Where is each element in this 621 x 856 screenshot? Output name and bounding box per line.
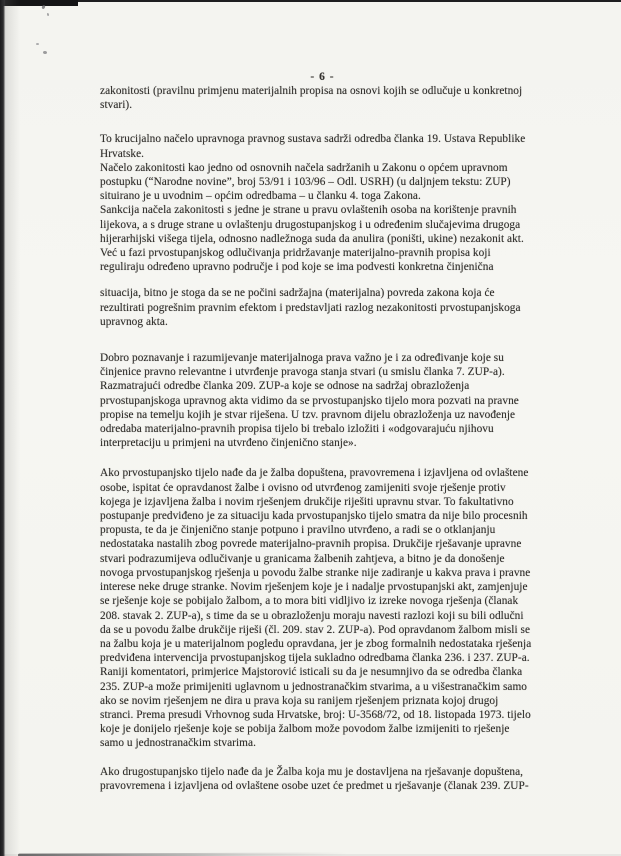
scan-bottom-smudge — [18, 852, 348, 856]
text-line: situacija, bitno je stoga da se ne počini sadržajna (materijalna) povreda zakona koja će — [100, 287, 495, 300]
text-line: zakonitosti (pravilnu primjenu materijalnih propisa na osnovi kojih se odlučuje u konkretnoj — [100, 85, 523, 97]
text-line: koje je donijelo rješenje koje se pobija žalbom može povodom žalbe izmijeniti to rješenje — [100, 723, 510, 736]
text-line: Ako prvostupanjsko tijelo nađe da je žalba dopuštena, pravovremena i izjavljena od ovlaštene — [100, 467, 529, 480]
text-line: postupku (“Narodne novine”, broj 53/91 i 103/96 – Odl. USRH) (u daljnjem tekstu: ZUP) — [100, 176, 511, 189]
text-line: Hrvatske. — [100, 147, 145, 160]
text-line: samo u jednostranačkim stvarima. — [100, 737, 256, 750]
paragraph — [100, 351, 572, 450]
text-line: Dobro poznavanje i razumijevanje materijalnoga prava važno je i za određivanje koje su — [100, 352, 504, 365]
pencil-mark — [47, 13, 50, 16]
scan-edge-top — [0, 0, 621, 2]
text-line: reguliraju određeno upravno područje i pod koje se ima podvesti konkretna činjenična — [100, 261, 494, 274]
text-line: na žalbu koja je u materijalnom pogledu opravdana, jer je zbog formalnih nedostataka rješenja — [100, 637, 532, 650]
text-line: To krucijalno načelo upravnoga pravnog sustava sadrži odredba članka 19. Ustava Republike — [100, 133, 526, 146]
text-line: odredaba materijalno-pravnih propisa tijelo bi trebalo izložiti i «odgovarajuću njihovu — [100, 423, 494, 436]
paragraph — [100, 466, 572, 750]
paragraph — [100, 132, 572, 274]
text-line: 235. ZUP-a može primijeniti uglavnom u jednostranačkim stvarima, a u višestranačkim samo — [100, 680, 527, 693]
text-line: nedostataka nastalih zbog povrede materijalno-pravnih propisa. Drukčije rješavanje upravne — [100, 538, 522, 551]
text-line: situirano je u uvodnim – općim odredbama – u članku 4. toga Zakona. — [100, 190, 421, 203]
text-line: Ako drugostupanjsko tijelo nađe da je Žalba koja mu je dostavljena na rješavanje dopuštena, — [100, 765, 524, 778]
pencil-mark — [43, 51, 47, 55]
pencil-mark — [36, 43, 39, 45]
text-line: postupanje predviđeno je za situaciju kada prvostupanjsko tijelo smatra da nije bilo procesnih — [100, 510, 528, 523]
text-line: se rješenje koje se pobijalo žalbom, a to mora biti vidljivo iz izreke novoga rješenja (članak — [100, 595, 519, 608]
text-line: stvari). — [100, 99, 133, 112]
text-line: lijekova, a s druge strane u ovlaštenju drugostupanjskog i u određenim slučajevima drugoga — [100, 218, 521, 231]
text-line: Razmatrajući odredbe članka 209. ZUP-a koje se odnose na sadržaj obrazloženja — [100, 380, 470, 393]
text-line: kojega je izjavljena žalba i novim rješenjem drukčije riješiti upravnu stvar. To fakultativno — [100, 495, 514, 508]
text-line: ako se novim rješenjem ne dira u prava koja su ranijem rješenjem priznata kojoj drugoj — [100, 694, 499, 707]
text-line: propusta, te da je činjenično stanje potpuno i pravilno utvrđeno, a radi se o otklanjanju — [100, 524, 496, 537]
text-line: hijerarhijski višega tijela, odnosno nadležnoga suda da anulira (poništi, ukine) nezakonit akt. — [100, 232, 524, 245]
text-line: novoga prvostupanjskog rješenja u povodu žalbe stranke nije zadiranje u kakva prava i pravne — [100, 566, 531, 579]
text-line: Sankcija načela zakonitosti s jedne je strane u pravu ovlaštenih osoba na korištenje pravnih — [100, 204, 517, 217]
text-line: Načelo zakonitosti kao jedno od osnovnih načela sadržanih u Zakonu o općem upravnom — [100, 161, 508, 174]
paragraph — [100, 765, 572, 793]
text-line: predviđena intervencija prvostupanjskog tijela sukladno odredbama članka 236. i 237. ZUP-a. — [100, 652, 530, 665]
paragraph — [100, 84, 572, 112]
text-line: Već u fazi prvostupanjskog odlučivanja pridržavanje materijalno-pravnih propisa koji — [100, 247, 491, 260]
page-number: - 6 - — [310, 71, 335, 83]
document-text-block — [100, 70, 572, 793]
text-line: upravnog akta. — [100, 315, 168, 328]
text-line: osobe, ispitat će opravdanost žalbe i ovisno od utvrđenog zamijeniti svoje rješenje protiv — [100, 481, 506, 494]
text-line: 208. stavak 2. ZUP-a), s time da se u obrazloženju moraju navesti razlozi koji su bili odlučni — [100, 609, 524, 622]
pencil-mark — [41, 5, 45, 10]
text-line: interese neke druge stranke. Novim rješenjem koje je i nadalje prvostupanjski akt, zamjenjuje — [100, 581, 528, 594]
text-line: pravovremena i izjavljena od ovlaštene osobe uzet će predmet u rješavanje (članak 239. ZUP- — [100, 779, 529, 792]
text-line: Raniji komentatori, primjerice Majstorović isticali su da je nesumnjivo da se odredba članka — [100, 666, 523, 679]
text-line: rezultirati pogrešnim pravnim efektom i predstavljati razlog nezakonitosti prvostupanjskoga — [100, 301, 521, 314]
scan-edge-left-shadow — [6, 0, 20, 856]
text-line: stranci. Prema presudi Vrhovnog suda Hrvatske, broj: U-3568/72, od 18. listopada 1973. tijelo — [100, 708, 531, 721]
paragraph — [100, 286, 572, 329]
text-line: stvari podrazumijeva odlučivanje u granicama žalbenih zahtjeva, a bitno je da donošenje — [100, 552, 505, 565]
text-line: propise na temelju kojih je stvar riješena. U tzv. pravnom dijelu obrazloženja uz navođenje — [100, 408, 516, 421]
text-line: da se u povodu žalbe drukčije riješi (čl. 209. stav 2. ZUP-a). Pod opravdanom žalbom misli se — [100, 623, 531, 636]
text-line: prvostupanjskoga upravnog akta vidimo da se prvostupanjsko tijelo mora pozvati na pravne — [100, 394, 519, 407]
text-line: činjenice pravno relevantne i utvrđenje pravoga stanja stvari (u smislu članka 7. ZUP-a). — [100, 366, 505, 379]
text-line: interpretaciju u primjeni na utvrđeno činjenično stanje». — [100, 437, 357, 450]
paragraphs — [100, 84, 572, 793]
